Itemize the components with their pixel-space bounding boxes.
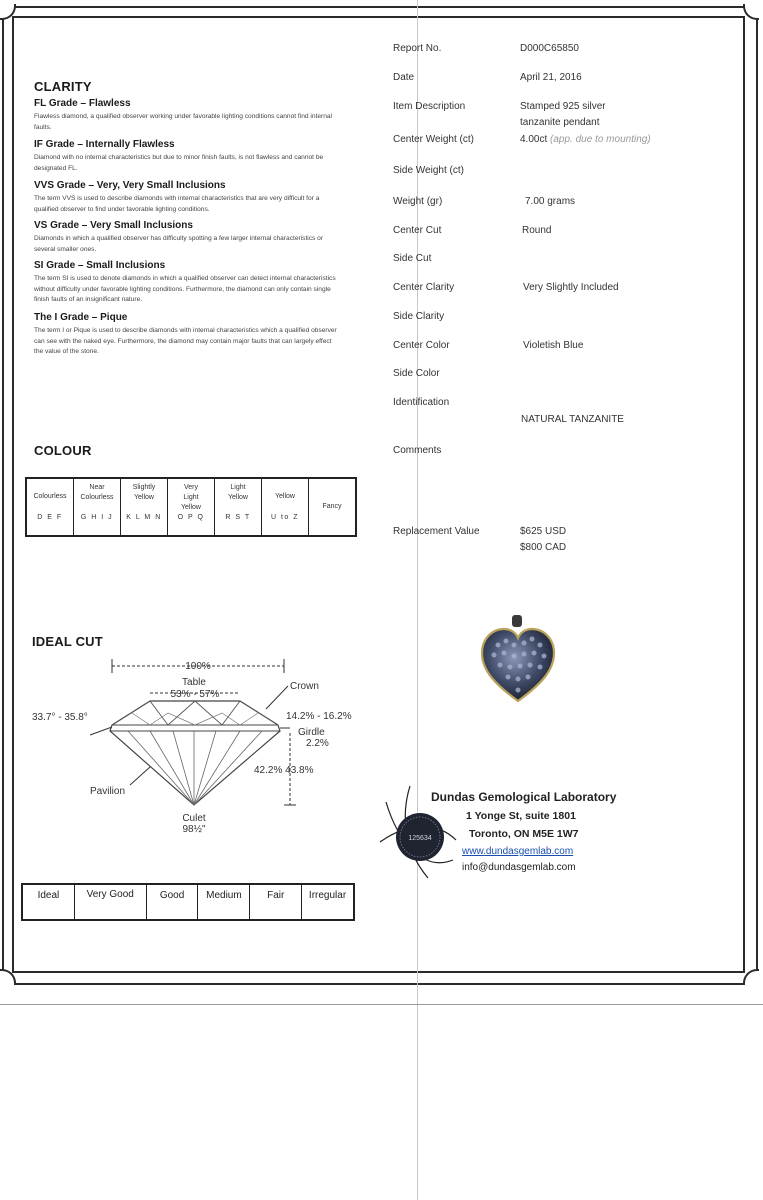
side-weight-label: Side Weight (ct) — [393, 165, 464, 176]
cut-grade-cell: Medium — [198, 885, 250, 919]
colour-cell — [27, 479, 74, 535]
colour-label: Slightly Yellow — [132, 484, 156, 501]
grade-heading: VS Grade – Very Small Inclusions — [34, 220, 193, 231]
cut-grade-cell: Irregular — [308, 890, 347, 901]
grade-heading: FL Grade – Flawless — [34, 98, 131, 109]
replacement-value-cad: $800 CAD — [520, 542, 567, 553]
pendant-bail — [512, 615, 522, 627]
colour-letters: U to Z — [270, 514, 300, 521]
center-clarity-value: Very Slightly Included — [523, 282, 619, 293]
weight-value: 7.00 grams — [525, 196, 576, 207]
grade-heading: The I Grade – Pique — [34, 312, 128, 323]
item-description-value: Stamped 925 silver — [520, 101, 606, 112]
colour-label: Light Yellow — [228, 484, 248, 501]
side-color-label: Side Color — [393, 368, 440, 379]
colour-label: Near Colourless — [80, 484, 114, 501]
date-label: Date — [393, 72, 415, 83]
item-description-label: Item Description — [393, 101, 466, 112]
center-color-label: Center Color — [393, 340, 450, 351]
colour-letters: R S T — [225, 514, 251, 521]
replacement-value-label: Replacement Value — [393, 526, 480, 537]
pavilion-facet — [194, 731, 216, 805]
crown-star-facets — [132, 713, 258, 725]
center-weight-value — [520, 134, 651, 145]
ideal-cut-title: IDEAL CUT — [32, 634, 103, 649]
grade-description: Diamonds in which a qualified observer has difficulty spotting a few larger internal characteristics or several smaller ones. — [34, 235, 324, 253]
center-weight-label: Center Weight (ct) — [393, 134, 474, 145]
side-clarity-label: Side Clarity — [393, 311, 445, 322]
colour-letters: K L M N — [126, 514, 162, 521]
colour-cell — [168, 479, 215, 535]
center-cut-value: Round — [522, 225, 552, 236]
grade-description: The term VVS is used to describe diamonds with internal characteristics that are very difficult for a qualified observer to find under favorable lighting conditions. — [34, 195, 320, 213]
culet-label: Culet — [182, 813, 206, 824]
lab-name: Dundas Gemological Laboratory — [431, 790, 617, 804]
pavilion-facet — [194, 731, 240, 805]
lab-email: info@dundasgemlab.com — [462, 862, 576, 873]
width-label: 100% — [185, 661, 211, 672]
pavilion-depth-label: 42.2% 43.8% — [254, 765, 314, 776]
center-weight-note: (app. due to mounting) — [550, 134, 651, 145]
colour-cell — [215, 479, 262, 535]
grade-description: Flawless diamond, a qualified observer working under favorable lighting conditions cannot find internal faults. — [34, 113, 332, 131]
report-no-value: D000C65850 — [520, 43, 579, 54]
lab-address-line1: 1 Yonge St, suite 1801 — [466, 810, 576, 822]
crown-facets — [112, 701, 278, 725]
pavilion-facet — [173, 731, 194, 805]
colour-label: Yellow — [275, 493, 295, 500]
center-clarity-label: Center Clarity — [393, 282, 455, 293]
date-value: April 21, 2016 — [520, 72, 582, 83]
heart-pendant-photo — [478, 615, 558, 705]
girdle-label: Girdle — [298, 727, 325, 738]
lab-website-text[interactable]: www.dundasgemlab.com — [462, 846, 574, 857]
culet-value: 98½" — [182, 824, 206, 835]
side-cut-label: Side Cut — [393, 253, 432, 264]
grade-heading: SI Grade – Small Inclusions — [34, 260, 166, 271]
girdle-value: 2.2% — [306, 738, 329, 749]
lab-website-link[interactable] — [462, 846, 573, 857]
page-bottom-rule — [0, 1004, 763, 1005]
identification-label: Identification — [393, 397, 450, 408]
colour-letters: D E F — [37, 514, 63, 521]
ideal-cut-diagram — [28, 655, 358, 840]
crown-label: Crown — [290, 681, 319, 692]
grade-description: The term SI is used to denote diamonds in which a qualified observer can detect internal characteristics without difficulty under favorable lighting conditions. Furthermore, the diamond can only contain single finish faults of an insignificant nature. — [34, 275, 336, 303]
item-description-value: tanzanite pendant — [520, 117, 600, 128]
cut-grade-cell: Good — [147, 885, 199, 919]
cut-grade-cell: Ideal — [23, 885, 75, 919]
grade-heading: IF Grade – Internally Flawless — [34, 139, 175, 150]
table-range-label: 53% - 57% — [170, 689, 220, 700]
colour-letters: G H I J — [80, 514, 114, 521]
lab-address-line2: Toronto, ON M5E 1W7 — [469, 828, 579, 840]
grade-description: The term I or Pique is used to describe diamonds with internal characteristics which a qualified observer can see with the naked eye. Furthermore, the diamond may contain major faults that can largely effect the value of the stone. — [34, 327, 337, 355]
cut-grade-cell: Very Good — [75, 885, 147, 919]
colour-cell — [262, 479, 309, 535]
scan-fold-line — [417, 0, 418, 1200]
colour-label: Very Light Yellow — [181, 484, 201, 511]
pavilion-label: Pavilion — [90, 786, 126, 797]
pavilion-facet — [128, 731, 194, 805]
crown-angle-label: 33.7° - 35.8° — [32, 712, 88, 723]
colour-letters: O P Q — [177, 514, 205, 521]
crown-height-label: 14.2% - 16.2% — [286, 711, 352, 722]
colour-title: COLOUR — [34, 443, 92, 458]
cut-grade-table — [21, 883, 355, 921]
grade-heading: VVS Grade – Very, Very Small Inclusions — [34, 180, 226, 191]
colour-scale-table — [25, 477, 357, 537]
identification-value: NATURAL TANZANITE — [521, 414, 624, 425]
clarity-title: CLARITY — [34, 79, 92, 94]
colour-cell — [74, 479, 121, 535]
colour-label: Fancy — [322, 503, 342, 510]
colour-label: Colourless — [33, 493, 67, 500]
report-no-label: Report No. — [393, 43, 442, 54]
comments-label: Comments — [393, 445, 442, 456]
crown-angle-pointer — [90, 727, 112, 735]
crown-pointer — [266, 686, 288, 709]
center-weight-amount: 4.00ct — [520, 134, 548, 145]
pavilion-facet — [194, 731, 262, 805]
replacement-value-usd: $625 USD — [520, 526, 567, 537]
cut-grade-cell: Fair — [250, 885, 302, 919]
grade-description: Diamond with no internal characteristics but due to minor finish faults, is not flawless and cannot be designated FL. — [34, 154, 324, 172]
pavilion-facet — [150, 731, 194, 805]
pavilion-pointer — [130, 767, 150, 785]
weight-label: Weight (gr) — [393, 196, 443, 207]
colour-cell — [121, 479, 168, 535]
seal-number: 125634 — [408, 835, 432, 842]
center-color-value: Violetish Blue — [523, 340, 584, 351]
center-cut-label: Center Cut — [393, 225, 442, 236]
colour-cell — [309, 479, 355, 535]
table-label: Table — [182, 677, 206, 688]
diamond-outline — [110, 701, 280, 805]
